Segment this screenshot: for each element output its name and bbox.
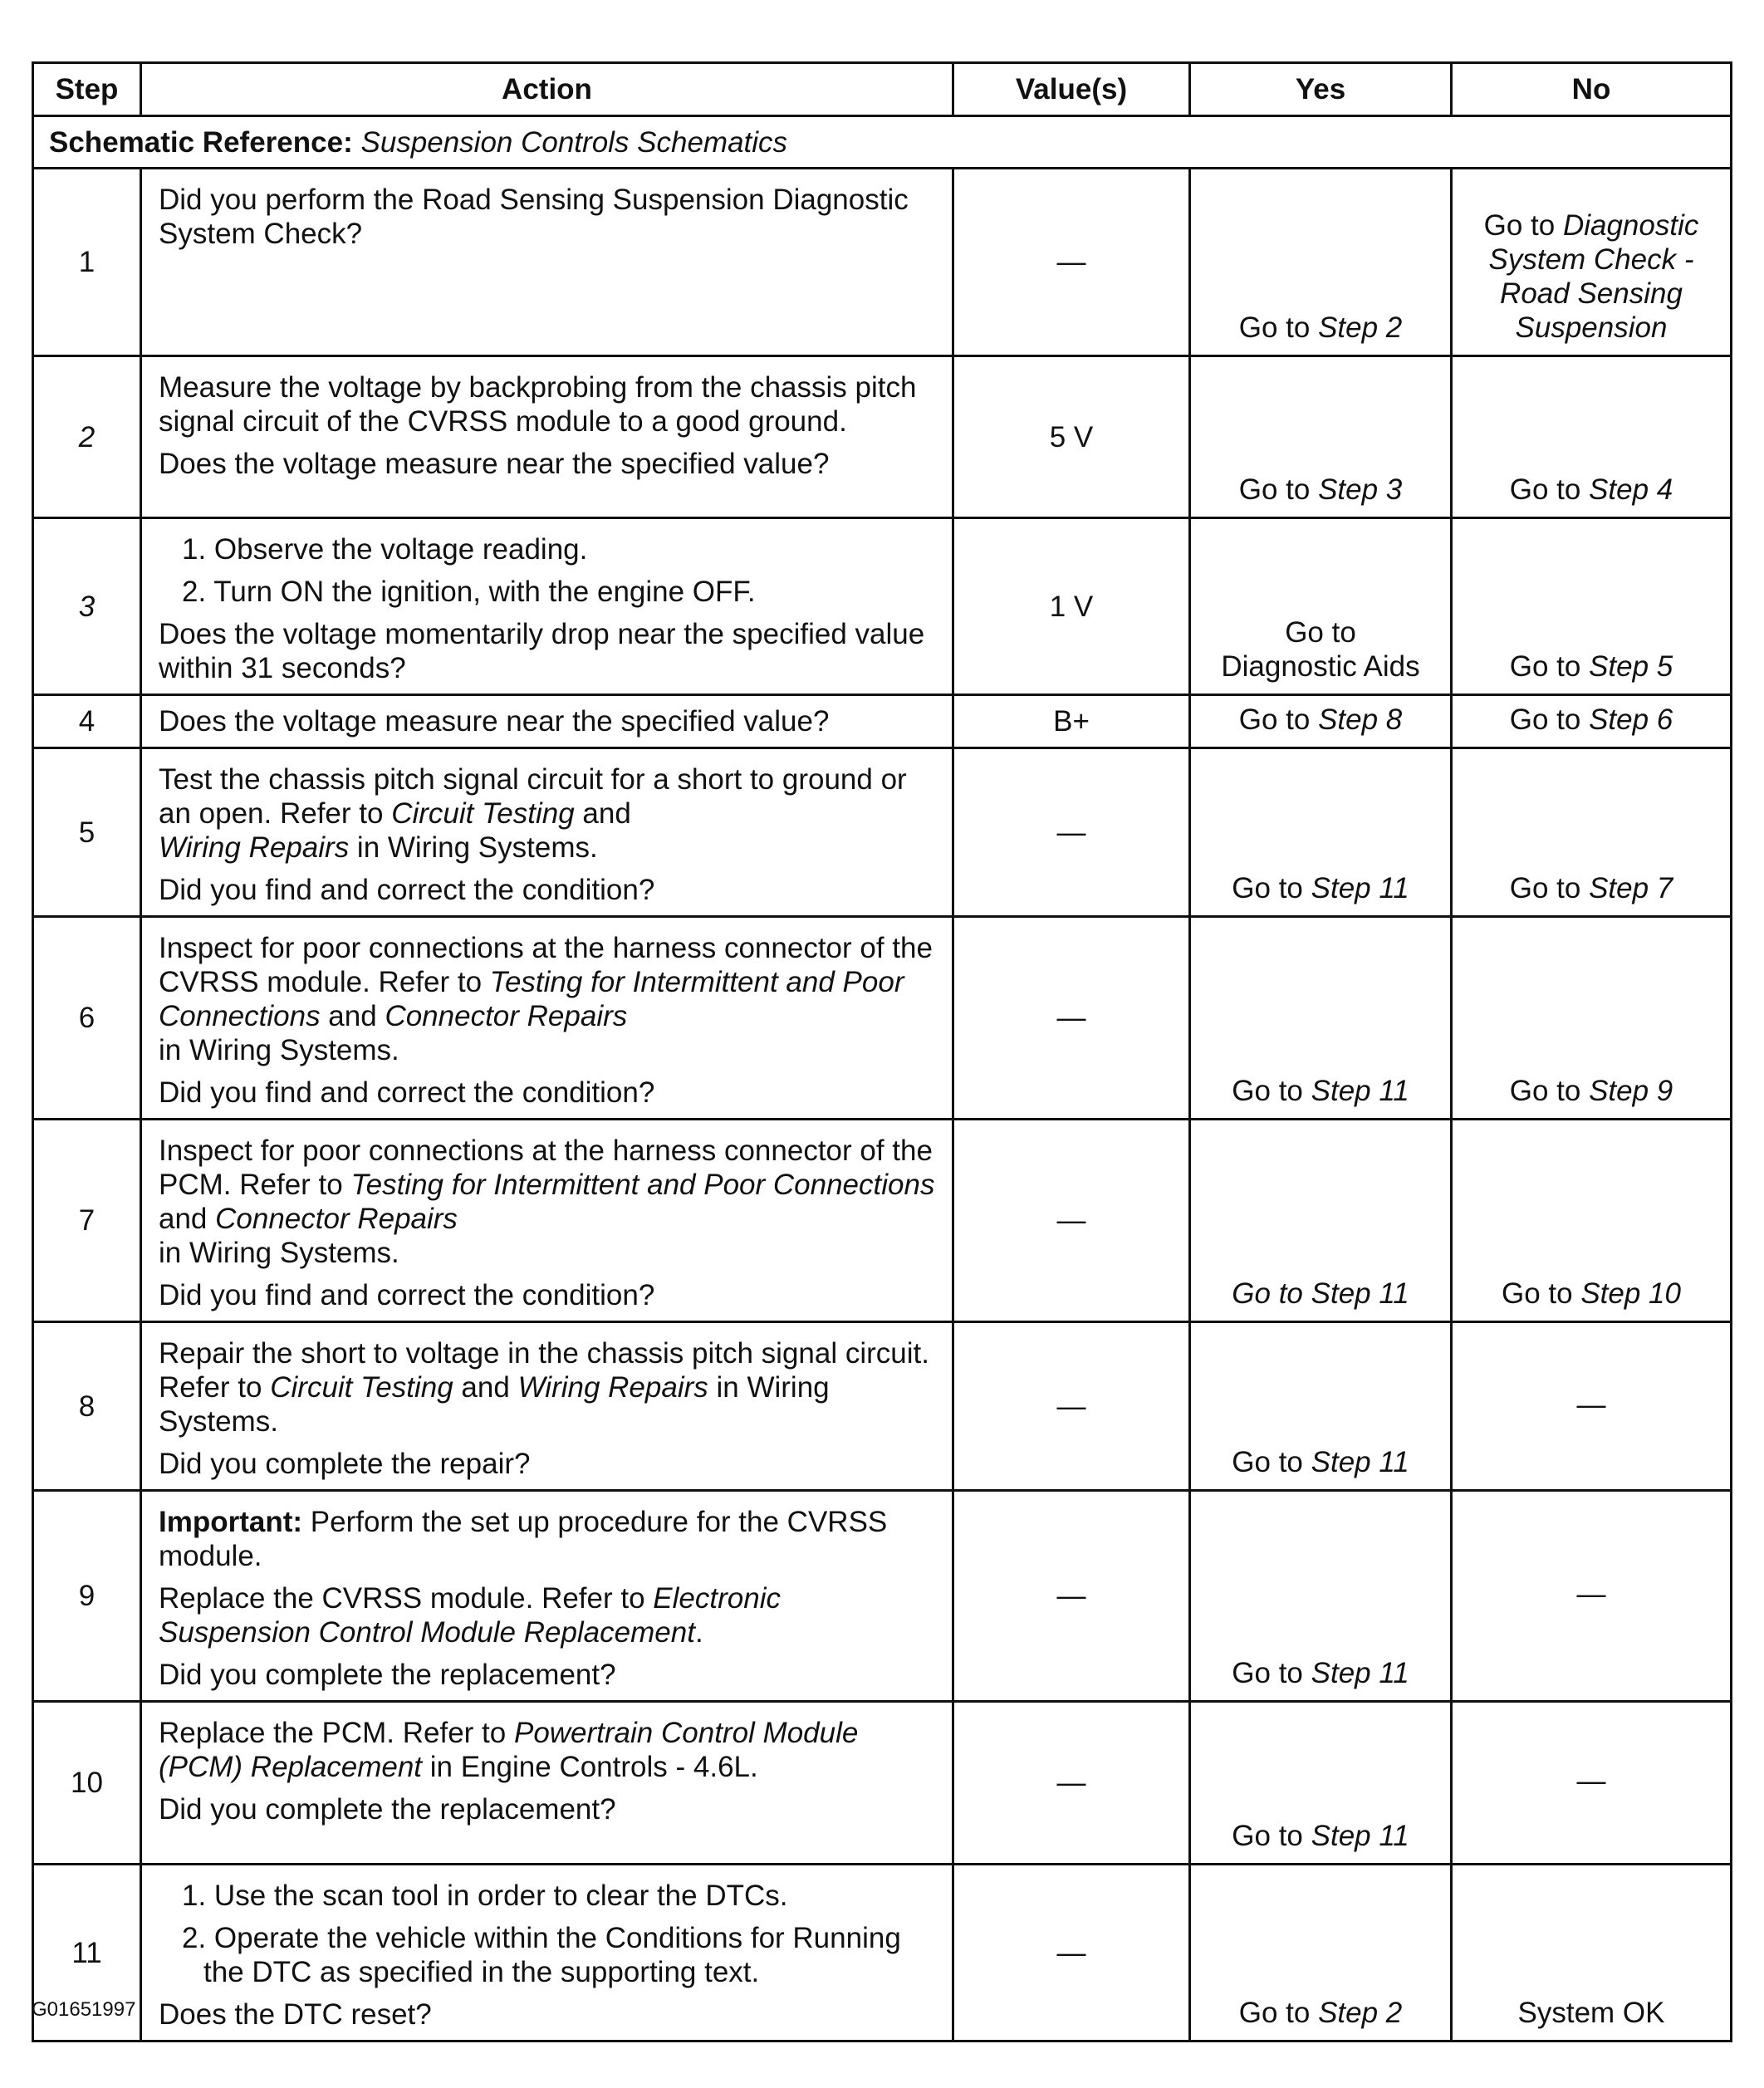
action-text-part: Inspect for poor connections at the harness connector of the CVRSS module. Refer to xyxy=(159,932,933,998)
action-list xyxy=(159,1879,935,1989)
action-cell xyxy=(141,1120,953,1322)
value-cell: — xyxy=(953,1865,1190,2041)
yes-link[interactable]: Step 11 xyxy=(1311,1446,1409,1478)
table-row xyxy=(33,169,1732,356)
table-row xyxy=(33,1120,1732,1322)
yes-cell xyxy=(1190,1322,1452,1491)
ref-link[interactable]: Circuit Testing xyxy=(391,797,575,830)
yes-cell xyxy=(1190,518,1452,695)
action-cell xyxy=(141,1865,953,2041)
action-list xyxy=(159,532,935,609)
figure-id: G01651997 xyxy=(32,1998,136,2021)
action-text-part: and xyxy=(320,1000,385,1032)
no-prefix: Go to xyxy=(1509,473,1590,506)
table-row xyxy=(33,1865,1732,2041)
no-cell xyxy=(1452,169,1732,356)
yes-prefix: Go to xyxy=(1238,703,1319,736)
action-text-part: in Engine Controls - 4.6L. xyxy=(422,1751,758,1783)
value-cell: — xyxy=(953,169,1190,356)
value-cell: — xyxy=(953,1322,1190,1491)
value-cell: — xyxy=(953,1120,1190,1322)
action-cell xyxy=(141,518,953,695)
action-text-part: and xyxy=(574,797,631,830)
table-row xyxy=(33,695,1732,748)
yes-link[interactable]: Step 11 xyxy=(1311,1820,1409,1852)
step-number: 6 xyxy=(33,917,141,1120)
no-link[interactable]: Step 6 xyxy=(1589,703,1673,736)
step-number: 7 xyxy=(33,1120,141,1322)
action-text-part: and xyxy=(453,1371,518,1404)
value-cell: 5 V xyxy=(953,356,1190,518)
yes-prefix: Go to xyxy=(1238,473,1319,506)
yes-link[interactable]: Diagnostic Aids xyxy=(1221,650,1420,683)
action-question: Did you find and correct the condition? xyxy=(159,1076,655,1109)
no-cell xyxy=(1452,695,1732,748)
action-question: Did you complete the replacement? xyxy=(159,1793,616,1826)
value-cell: B+ xyxy=(953,695,1190,748)
yes-link[interactable]: Step 11 xyxy=(1311,1075,1409,1107)
action-text: Did you perform the Road Sensing Suspension Diagnostic System Check? xyxy=(159,184,909,250)
table-row xyxy=(33,1322,1732,1491)
action-text-part: in Wiring Systems. xyxy=(349,831,598,864)
action-question: Does the voltage measure near the specified value? xyxy=(159,448,830,480)
header-no: No xyxy=(1452,63,1732,116)
no-cell: — xyxy=(1452,1491,1732,1702)
no-cell xyxy=(1452,518,1732,695)
yes-link[interactable]: Step 8 xyxy=(1318,703,1403,736)
yes-prefix: Go to xyxy=(1285,616,1356,649)
yes-cell xyxy=(1190,748,1452,917)
header-action: Action xyxy=(141,63,953,116)
yes-cell xyxy=(1190,1120,1452,1322)
list-item: 2. Operate the vehicle within the Conditions for Running the DTC as specified in the supporting text. xyxy=(182,1922,901,1988)
action-text-part: Repair the short to voltage in the chassis pitch signal circuit. Refer to xyxy=(159,1337,929,1404)
table-row xyxy=(33,1491,1732,1702)
yes-prefix: Go to xyxy=(1238,311,1319,344)
no-prefix: Go to xyxy=(1509,650,1590,683)
action-text xyxy=(159,1134,935,1270)
step-number: 11 xyxy=(33,1865,141,2041)
no-cell xyxy=(1452,1120,1732,1322)
action-text xyxy=(159,931,935,1067)
action-text: Does the voltage measure near the specified value? xyxy=(159,705,830,738)
step-number: 4 xyxy=(33,695,141,748)
yes-cell xyxy=(1190,1702,1452,1865)
yes-prefix: Go to xyxy=(1232,1657,1311,1689)
no-link[interactable]: Step 9 xyxy=(1589,1075,1673,1107)
yes-prefix: Go to xyxy=(1232,1446,1311,1478)
yes-link[interactable]: Go to Step 11 xyxy=(1232,1277,1409,1310)
step-number: 8 xyxy=(33,1322,141,1491)
no-link[interactable]: Step 10 xyxy=(1580,1277,1681,1310)
action-cell xyxy=(141,1702,953,1865)
action-text-part: in Wiring Systems. xyxy=(159,1371,830,1438)
step-number: 3 xyxy=(33,518,141,695)
yes-cell xyxy=(1190,169,1452,356)
no-prefix: Go to xyxy=(1509,872,1590,904)
action-text xyxy=(159,1336,935,1439)
step-number: 5 xyxy=(33,748,141,917)
no-cell xyxy=(1452,917,1732,1120)
schematic-reference xyxy=(33,116,1732,169)
header-step: Step xyxy=(33,63,141,116)
diagnostic-table-container xyxy=(32,61,1730,2042)
yes-cell xyxy=(1190,356,1452,518)
list-item: 2. Turn ON the ignition, with the engine OFF. xyxy=(182,576,756,608)
list-item: 1. Observe the voltage reading. xyxy=(182,533,588,566)
value-cell: — xyxy=(953,1702,1190,1865)
action-question: Did you complete the repair? xyxy=(159,1448,531,1480)
yes-link[interactable]: Step 11 xyxy=(1311,1657,1409,1689)
no-prefix: Go to xyxy=(1509,1075,1590,1107)
no-cell: — xyxy=(1452,1322,1732,1491)
important-note xyxy=(159,1505,935,1573)
ref-link[interactable]: Wiring Repairs xyxy=(517,1371,708,1404)
important-text: Perform the set up procedure for the CVRSS module. xyxy=(159,1506,888,1572)
action-text xyxy=(159,762,935,865)
value-cell: — xyxy=(953,748,1190,917)
action-question: Does the voltage momentarily drop near the specified value within 31 seconds? xyxy=(159,618,925,684)
step-number: 2 xyxy=(33,356,141,518)
action-cell xyxy=(141,917,953,1120)
table-row xyxy=(33,748,1732,917)
action-cell xyxy=(141,695,953,748)
step-number: 10 xyxy=(33,1702,141,1865)
action-question: Did you complete the replacement? xyxy=(159,1659,616,1691)
header-yes: Yes xyxy=(1190,63,1452,116)
action-text-part: Test the chassis pitch signal circuit for a short to ground or an open. Refer to xyxy=(159,763,907,830)
important-label: Important: xyxy=(159,1506,303,1538)
action-cell xyxy=(141,748,953,917)
ref-link[interactable]: Testing for Intermittent and Poor Connections xyxy=(159,966,904,1032)
action-text-part: in Wiring Systems. xyxy=(159,1237,399,1269)
action-text-part: Replace the PCM. Refer to xyxy=(159,1717,514,1749)
no-cell: System OK xyxy=(1452,1865,1732,2041)
no-prefix: Go to xyxy=(1509,703,1590,736)
step-number: 1 xyxy=(33,169,141,356)
action-question: Did you find and correct the condition? xyxy=(159,1279,655,1311)
no-link[interactable]: Diagnostic System Check - Road Sensing Suspension xyxy=(1488,209,1699,344)
no-cell: — xyxy=(1452,1702,1732,1865)
ref-link[interactable]: Wiring Repairs xyxy=(159,831,350,864)
yes-cell xyxy=(1190,1491,1452,1702)
action-text-part: in Wiring Systems. xyxy=(159,1034,399,1066)
yes-cell xyxy=(1190,917,1452,1120)
action-text-part: . xyxy=(694,1616,703,1649)
table-row xyxy=(33,356,1732,518)
diagnostic-table xyxy=(32,61,1732,2042)
yes-link[interactable]: Step 3 xyxy=(1318,473,1403,506)
ref-link[interactable]: Testing for Intermittent and Poor Connections xyxy=(350,1169,935,1201)
yes-cell xyxy=(1190,695,1452,748)
action-question: Does the DTC reset? xyxy=(159,1998,432,2031)
action-text-part: Inspect for poor connections at the harness connector of the PCM. Refer to xyxy=(159,1135,933,1201)
list-item: 1. Use the scan tool in order to clear the DTCs. xyxy=(182,1880,788,1912)
no-prefix: Go to xyxy=(1502,1277,1581,1310)
action-text-part: and xyxy=(159,1203,216,1235)
schematic-link[interactable]: Suspension Controls Schematics xyxy=(360,125,788,159)
step-number: 9 xyxy=(33,1491,141,1702)
schematic-row xyxy=(33,116,1732,169)
action-cell xyxy=(141,356,953,518)
yes-link[interactable]: Step 11 xyxy=(1311,872,1409,904)
value-cell: — xyxy=(953,917,1190,1120)
action-cell xyxy=(141,1491,953,1702)
action-text xyxy=(159,1716,935,1784)
header-row xyxy=(33,63,1732,116)
no-cell xyxy=(1452,356,1732,518)
value-cell: 1 V xyxy=(953,518,1190,695)
table-row xyxy=(33,917,1732,1120)
action-cell xyxy=(141,169,953,356)
no-link[interactable]: Step 5 xyxy=(1589,650,1673,683)
schematic-label: Schematic Reference: xyxy=(49,125,353,159)
no-link[interactable]: Step 7 xyxy=(1589,872,1673,904)
no-prefix: Go to xyxy=(1483,209,1563,242)
no-cell xyxy=(1452,748,1732,917)
ref-link[interactable]: Electronic Suspension Control Module Replacement xyxy=(159,1582,781,1649)
ref-link[interactable]: Circuit Testing xyxy=(270,1371,453,1404)
yes-prefix: Go to xyxy=(1232,1075,1311,1107)
yes-prefix: Go to xyxy=(1232,1820,1311,1852)
ref-link[interactable]: Connector Repairs xyxy=(215,1203,458,1235)
no-link[interactable]: Step 4 xyxy=(1589,473,1673,506)
action-text xyxy=(159,1581,935,1649)
ref-link[interactable]: Powertrain Control Module (PCM) Replacement xyxy=(159,1717,859,1783)
yes-prefix: Go to xyxy=(1232,872,1311,904)
action-cell xyxy=(141,1322,953,1491)
yes-link[interactable]: Step 2 xyxy=(1318,1997,1403,2029)
action-question: Did you find and correct the condition? xyxy=(159,874,655,906)
table-row xyxy=(33,1702,1732,1865)
header-values: Value(s) xyxy=(953,63,1190,116)
table-row xyxy=(33,518,1732,695)
yes-cell xyxy=(1190,1865,1452,2041)
ref-link[interactable]: Connector Repairs xyxy=(385,1000,628,1032)
yes-prefix: Go to xyxy=(1238,1997,1319,2029)
value-cell: — xyxy=(953,1491,1190,1702)
action-text-part: Replace the CVRSS module. Refer to xyxy=(159,1582,654,1615)
yes-link[interactable]: Step 2 xyxy=(1318,311,1403,344)
action-text: Measure the voltage by backprobing from the chassis pitch signal circuit of the CVRSS module to a good ground. xyxy=(159,371,917,438)
